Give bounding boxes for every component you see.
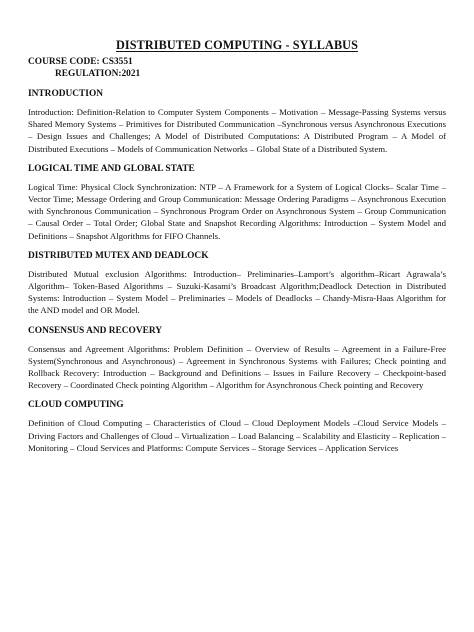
- section-heading: LOGICAL TIME AND GLOBAL STATE: [28, 163, 195, 174]
- section-body: Definition of Cloud Computing – Characteristics of Cloud – Cloud Deployment Models –Cloud Service Models – Driving Factors and Challenges of Cloud – Virtualization – Load Balancing – Scalability and Elasticity – Replication – Monitoring – Cloud Services and Platforms: Compute Services – Storage Services – Application Services: [28, 418, 446, 453]
- section-logical-time: [28, 163, 446, 242]
- section-body: Distributed Mutual exclusion Algorithms: Introduction– Preliminaries–Lamport’s algorithm–Ricart Agrawala’s Algorithm– Token-Based Algorithms – Suzuki-Kasami’s Broadcast Algorithm;Deadlock Detection in Distributed Systems: Introduction – System Model – Preliminaries – Models of Deadlocks – Chandy-Misra-Haas Algorithm for the AND model and OR Model.: [28, 268, 446, 316]
- section-body: Introduction: Definition-Relation to Computer System Components – Motivation – Message-Passing Systems versus Shared Memory Systems – Primitives for Distributed Communication –Synchronous versus Asynchronous Executions – Design Issues and Challenges; A Model of Distributed Computations: A Distributed Program – A Model of Distributed Executions – Models of Communication Networks – Global State of a Distributed System.: [28, 107, 446, 154]
- section-heading: CLOUD COMPUTING: [28, 400, 124, 411]
- section-heading: CONSENSUS AND RECOVERY: [28, 325, 163, 336]
- course-meta: [28, 56, 446, 80]
- section-mutex-deadlock: [28, 250, 446, 317]
- section-body: Logical Time: Physical Clock Synchronization: NTP – A Framework for a System of Logical Clocks– Scalar Time – Vector Time; Message Ordering and Group Communication: Message Ordering Paradigms – Asynchronous Execution with Synchronous Communication – Synchronous Program Order on Asynchronous System – Group Communication – Causal Order – Total Order; Global State and Snapshot Recording Algorithms: Introduction – System Model and Definitions – Snapshot Algorithms for FIFO Channels.: [28, 181, 446, 241]
- section-introduction: [28, 88, 446, 155]
- section-body: Consensus and Agreement Algorithms: Problem Definition – Overview of Results – Agreement in a Failure-Free System(Synchronous and Asynchronous) – Agreement in Synchronous Systems with Failures; Check pointing and Rollback Recovery: Introduction – Background and Definitions – Issues in Failure Recovery – Checkpoint-based Recovery – Coordinated Check pointing Algorithm – Algorithm for Asynchronous Check pointing and Recovery: [28, 343, 446, 391]
- section-heading: DISTRIBUTED MUTEX AND DEADLOCK: [28, 250, 209, 261]
- section-consensus-recovery: [28, 325, 446, 392]
- section-cloud-computing: [28, 399, 446, 454]
- document-title: DISTRIBUTED COMPUTING - SYLLABUS: [116, 38, 358, 52]
- course-code: COURSE CODE: CS3551: [28, 57, 133, 67]
- section-heading: INTRODUCTION: [28, 89, 104, 99]
- regulation: REGULATION:2021: [55, 69, 141, 79]
